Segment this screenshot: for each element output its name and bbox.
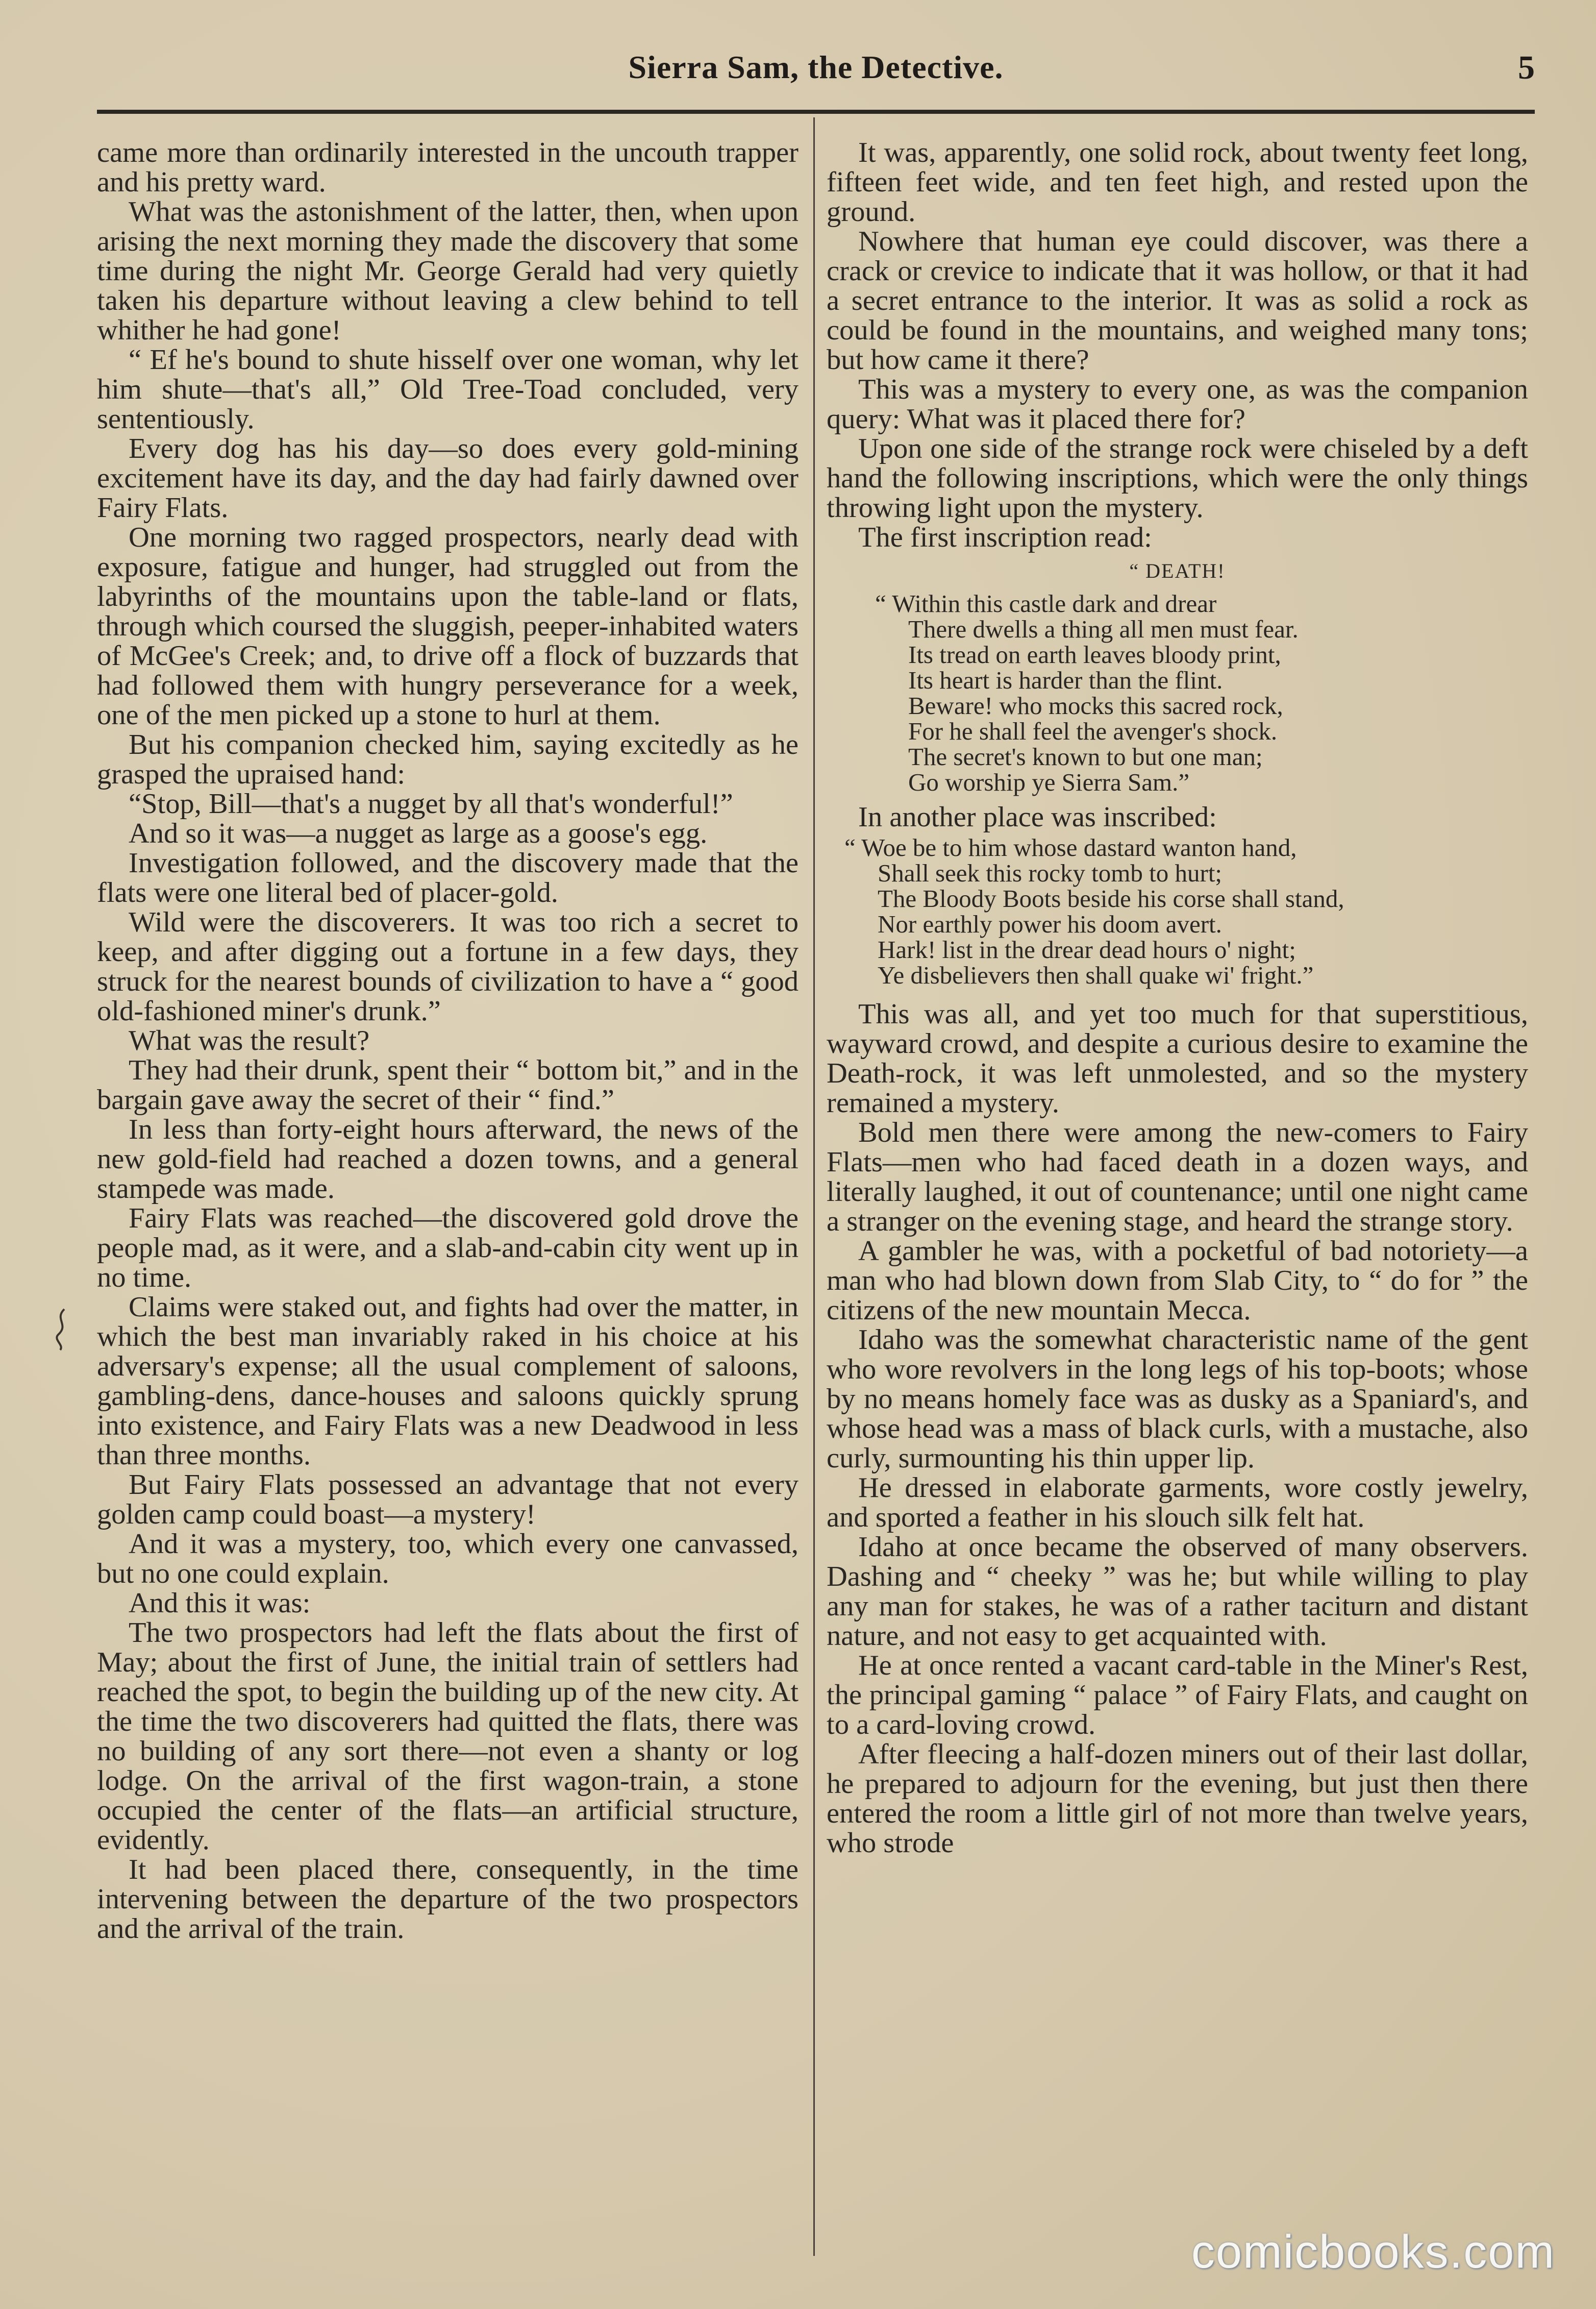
- paragraph: Bold men there were among the new-comers to Fairy Flats—men who had faced death in a dozen ways, and literally laughed, it out of countenance; until one night came a stranger on the evening stage, and heard the strange story.: [827, 1117, 1528, 1237]
- paragraph: It was, apparently, one solid rock, about twenty feet long, fifteen feet wide, and ten feet high, and rested upon the ground.: [827, 138, 1528, 228]
- poem-line: “ Woe be to him whose dastard wanton hand,: [844, 833, 1297, 862]
- poem-title: “ DEATH!: [1129, 559, 1226, 582]
- paragraph: But Fairy Flats possessed an advantage that not every golden camp could boast—a mystery!: [97, 1469, 799, 1530]
- column-divider: [813, 117, 815, 2256]
- right-column: [827, 138, 1528, 2256]
- paragraph: One morning two ragged prospectors, nearly dead with exposure, fatigue and hunger, had struggled out from the labyrinths of the mountains upon the table-land or flats, through which coursed the sluggish, peeper-inhabited waters of McGee's Creek; and, to drive off a flock of buzzards that had followed them with hungry perseverance for a week, one of the men picked up a stone to hurl at them.: [97, 522, 799, 731]
- paragraph: It had been placed there, consequently, in the time intervening between the departure of the two prospectors and the arrival of the train.: [97, 1854, 799, 1945]
- paragraph: But his companion checked him, saying excitedly as he grasped the upraised hand:: [97, 729, 799, 790]
- paragraph: This was all, and yet too much for that superstitious, wayward crowd, and despite a curious desire to examine the Death-rock, it was left unmolested, and so the mystery remained a mystery.: [827, 998, 1528, 1119]
- poem-line: Its heart is harder than the flint.: [908, 666, 1223, 694]
- page-number: 5: [1518, 49, 1535, 86]
- paragraph: After fleecing a half-dozen miners out of their last dollar, he prepared to adjourn for the evening, but just then there entered the room a little girl of not more than twelve years, who strode: [827, 1738, 1528, 1859]
- paragraph: A gambler he was, with a pocketful of bad notoriety—a man who had blown down from Slab City, to “ do for ” the citizens of the new mountain Mecca.: [827, 1235, 1528, 1326]
- paragraph: And it was a mystery, too, which every one canvassed, but no one could explain.: [97, 1528, 799, 1589]
- poem-line: Go worship ye Sierra Sam.”: [908, 768, 1190, 796]
- paragraph: Idaho at once became the observed of many observers. Dashing and “ cheeky ” was he; but while willing to play any man for stakes, he was of a rather taciturn and distant nature, and not easy to get acquainted with.: [827, 1531, 1528, 1652]
- right-column-mid: [827, 802, 1528, 832]
- paragraph: Fairy Flats was reached—the discovered gold drove the people mad, as it were, and a slab-and-cabin city went up in no time.: [97, 1202, 799, 1293]
- poem-line: Its tread on earth leaves bloody print,: [908, 641, 1281, 669]
- header-title: Sierra Sam, the Detective.: [628, 49, 1004, 85]
- paragraph: This was a mystery to every one, as was the companion query: What was it placed there for?: [827, 374, 1528, 435]
- inscription-death-poem: [827, 591, 1528, 795]
- poem-line: Nor earthly power his doom avert.: [878, 910, 1222, 938]
- paragraph: “Stop, Bill—that's a nugget by all that's wonderful!”: [129, 788, 733, 820]
- running-header: [97, 48, 1535, 100]
- paragraph: Claims were staked out, and fights had over the matter, in which the best man invariably raked in his choice at his adversary's expense; all the usual complement of saloons, gambling-dens, dance-houses and saloons quickly sprung into existence, and Fairy Flats was a new Deadwood in less than three months.: [97, 1291, 799, 1471]
- paragraph: Wild were the discoverers. It was too rich a secret to keep, and after digging out a fortune in a few days, they struck for the nearest bounds of civilization to have a “ good old-fashioned miner's drunk.”: [97, 906, 799, 1027]
- paragraph: The first inscription read:: [858, 522, 1152, 553]
- poem-line: Beware! who mocks this sacred rock,: [908, 692, 1283, 720]
- poem-line: For he shall feel the avenger's shock.: [908, 717, 1278, 745]
- paragraph: And so it was—a nugget as large as a goose's egg.: [129, 818, 708, 849]
- paragraph: Investigation followed, and the discovery made that the flats were one literal bed of placer-gold.: [97, 847, 799, 908]
- poem-line: There dwells a thing all men must fear.: [908, 615, 1299, 643]
- watermark: comicbooks.com: [1191, 2226, 1555, 2278]
- poem-line: The secret's known to but one man;: [908, 743, 1263, 771]
- header-rule: [97, 110, 1535, 114]
- poem-line: The Bloody Boots beside his corse shall stand,: [878, 885, 1344, 913]
- paragraph: In less than forty-eight hours afterward, the news of the new gold-field had reached a dozen towns, and a general stampede was made.: [97, 1114, 799, 1205]
- poem-line: Hark! list in the drear dead hours o' night;: [878, 936, 1296, 964]
- paragraph: He dressed in elaborate garments, wore costly jewelry, and sported a feather in his slouch silk felt hat.: [827, 1472, 1528, 1533]
- pencil-mark: [49, 1307, 74, 1353]
- paragraph: And this it was:: [129, 1587, 311, 1619]
- paragraph: What was the astonishment of the latter, then, when upon arising the next morning they made the discovery that some time during the night Mr. George Gerald had very quietly taken his departure without leaving a clew behind to tell whither he had gone!: [97, 196, 799, 346]
- poem-line: Ye disbelievers then shall quake wi' fright.”: [878, 961, 1314, 989]
- right-column-bottom: [827, 999, 1528, 1858]
- paragraph: In another place was inscribed:: [858, 801, 1217, 833]
- paragraph: What was the result?: [129, 1025, 370, 1057]
- right-column-top: [827, 138, 1528, 552]
- poem-line: “ Within this castle dark and drear: [875, 589, 1217, 618]
- inscription-woe-poem: [827, 835, 1528, 988]
- paragraph: Idaho was the somewhat characteristic name of the gent who wore revolvers in the long legs of his top-boots; whose by no means homely face was as dusky as a Spaniard's, and whose head was a mass of black curls, with a mustache, also curly, surmounting his thin upper lip.: [827, 1324, 1528, 1474]
- paragraph: Every dog has his day—so does every gold-mining excitement have its day, and the day had fairly dawned over Fairy Flats.: [97, 433, 799, 524]
- paragraph: Nowhere that human eye could discover, was there a crack or crevice to indicate that it was hollow, or that it had a secret entrance to the interior. It was as solid a rock as could be found in the mountains, and weighed many tons; but how came it there?: [827, 226, 1528, 376]
- paragraph: They had their drunk, spent their “ bottom bit,” and in the bargain gave away the secret of their “ find.”: [97, 1054, 799, 1116]
- left-column: [97, 138, 799, 2256]
- paragraph: The two prospectors had left the flats about the first of May; about the first of June, the initial train of settlers had reached the spot, to begin the building up of the new city. At the time the two discoverers had quitted the flats, there was no building of any sort there—not even a shanty or log lodge. On the arrival of the first wagon-train, a stone occupied the center of the flats—an artificial structure, evidently.: [97, 1617, 799, 1856]
- paragraph: came more than ordinarily interested in the uncouth trapper and his pretty ward.: [97, 138, 799, 198]
- poem-line: Shall seek this rocky tomb to hurt;: [878, 859, 1223, 887]
- paragraph: Upon one side of the strange rock were chiseled by a deft hand the following inscriptions, which were the only things throwing light upon the mystery.: [827, 433, 1528, 524]
- paragraph: “ Ef he's bound to shute hisself over one woman, why let him shute—that's all,” Old Tree-Toad concluded, very sententiously.: [97, 344, 799, 435]
- paragraph: He at once rented a vacant card-table in the Miner's Rest, the principal gaming “ palace ” of Fairy Flats, and caught on to a card-loving crowd.: [827, 1650, 1528, 1740]
